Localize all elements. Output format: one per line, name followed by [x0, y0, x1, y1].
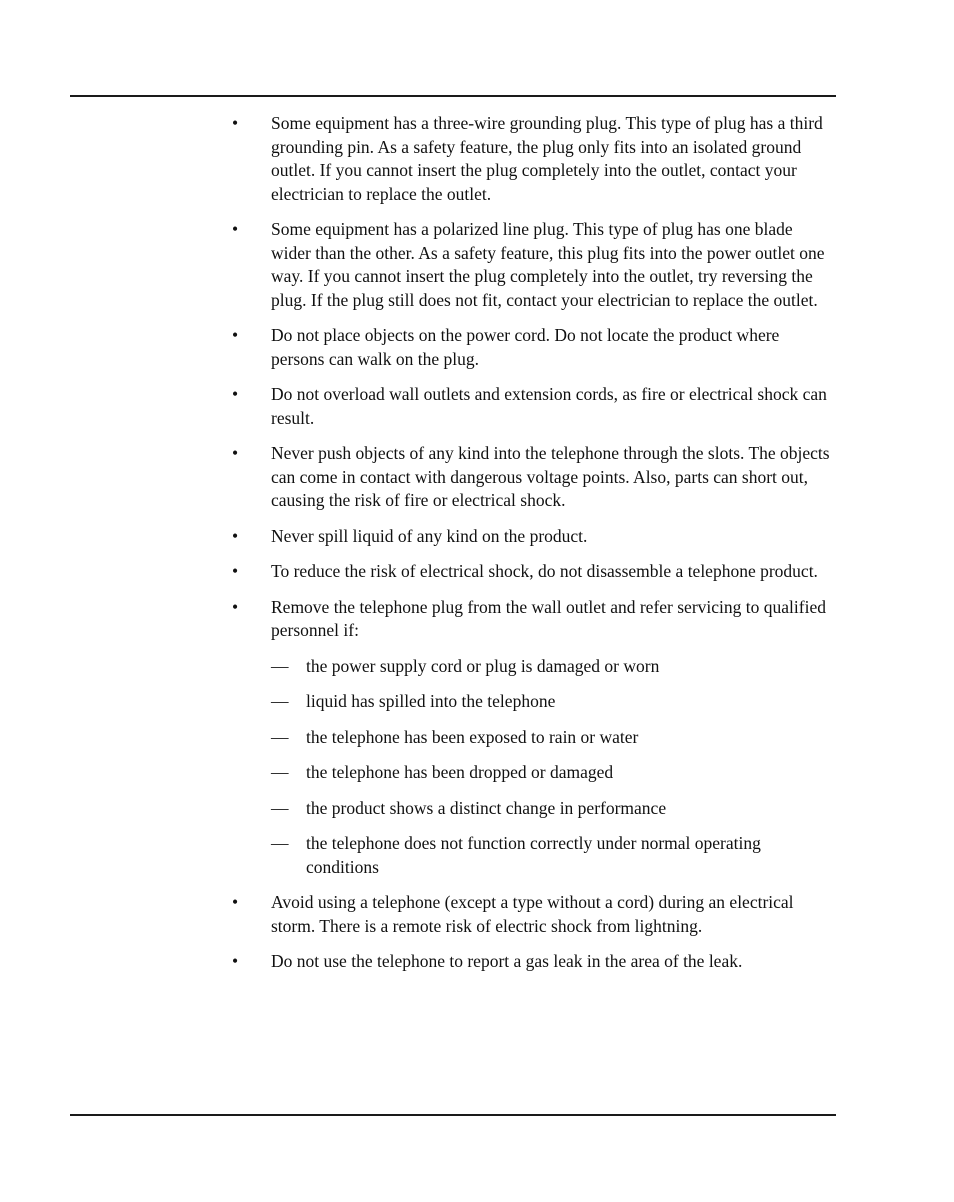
sub-item-text: the telephone does not function correctly under normal operating conditions [306, 833, 761, 877]
safety-instructions [232, 112, 836, 986]
bottom-rule [70, 1114, 836, 1116]
bullet-marker: • [232, 384, 239, 404]
list-item [232, 560, 836, 584]
sub-list [232, 655, 836, 880]
sub-item-text: the telephone has been dropped or damaged [306, 762, 614, 782]
bullet-marker: • [232, 892, 239, 912]
bullet-marker: • [232, 525, 239, 546]
dash-marker: — [271, 762, 289, 782]
list-item [232, 324, 836, 371]
list-item [232, 891, 836, 938]
sub-item-text: the telephone has been exposed to rain or water [306, 726, 639, 747]
item-text: Some equipment has a polarized line plug. This type of plug has one blade wider than the other. As a safety feature, this plug fits into the power outlet one way. If you cannot insert the plug completely into the outlet, try reversing the plug. If the plug still does not fit, contact your electrician to replace the outlet. [271, 219, 825, 310]
dash-marker: — [271, 797, 289, 818]
sub-list-item [232, 655, 836, 679]
list-item [232, 442, 836, 513]
sub-list-item [232, 832, 836, 879]
dash-marker: — [271, 726, 289, 747]
item-text: To reduce the risk of electrical shock, do not disassemble a telephone product. [271, 561, 818, 581]
top-rule [70, 95, 836, 97]
bullet-marker: • [232, 219, 239, 239]
item-text: Some equipment has a three-wire grounding plug. This type of plug has a third grounding pin. As a safety feature, the plug only fits into an isolated ground outlet. If you cannot insert the plug completely into the outlet, contact your electrician to replace the outlet. [271, 113, 823, 204]
list-item [232, 596, 836, 880]
item-text: Never spill liquid of any kind on the product. [271, 525, 588, 546]
sub-item-text: the power supply cord or plug is damaged or worn [306, 655, 660, 676]
sub-list-item [232, 726, 836, 750]
bullet-list [232, 112, 836, 974]
dash-marker: — [271, 833, 289, 853]
sub-item-text: liquid has spilled into the telephone [306, 691, 556, 711]
sub-list-item [232, 797, 836, 821]
list-item [232, 218, 836, 312]
item-text: Do not use the telephone to report a gas leak in the area of the leak. [271, 951, 743, 971]
sub-list-item [232, 690, 836, 714]
bullet-marker: • [232, 596, 239, 617]
dash-marker: — [271, 691, 289, 711]
list-item [232, 950, 836, 974]
bullet-marker: • [232, 561, 239, 581]
item-text: Never push objects of any kind into the telephone through the slots. The objects can come in contact with dangerous voltage points. Also, parts can short out, causing the risk of fire or electrical shock. [271, 443, 830, 510]
item-text: Do not overload wall outlets and extension cords, as fire or electrical shock can result. [271, 384, 827, 428]
bullet-marker: • [232, 113, 239, 133]
list-item [232, 383, 836, 430]
bullet-marker: • [232, 951, 239, 971]
item-text: Avoid using a telephone (except a type without a cord) during an electrical storm. There is a remote risk of electric shock from lightning. [271, 892, 794, 936]
bullet-marker: • [232, 325, 239, 345]
sub-list-item [232, 761, 836, 785]
dash-marker: — [271, 655, 289, 676]
sub-item-text: the product shows a distinct change in performance [306, 797, 667, 818]
list-item [232, 525, 836, 549]
list-item [232, 112, 836, 206]
bullet-marker: • [232, 443, 239, 463]
item-text: Remove the telephone plug from the wall outlet and refer servicing to qualified personnel if: [271, 596, 826, 640]
item-text: Do not place objects on the power cord. Do not locate the product where persons can walk on the plug. [271, 325, 780, 369]
